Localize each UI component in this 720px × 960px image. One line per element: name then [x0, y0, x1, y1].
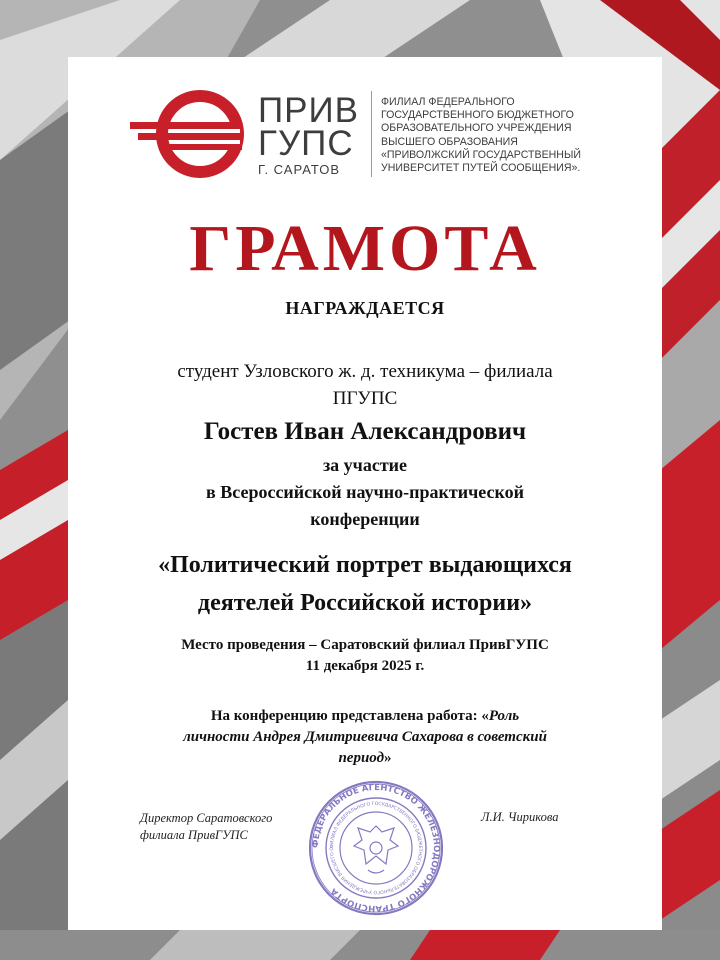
official-seal-icon — [306, 778, 446, 918]
logo-text-city: Г. САРАТОВ — [258, 162, 341, 177]
logo-divider — [371, 91, 372, 177]
venue-text: Место проведения – Саратовский филиал ПривГУПС — [181, 637, 549, 653]
recipient-name: Гостев Иван Александрович — [203, 418, 527, 445]
conference-topic — [68, 546, 662, 622]
seal-ring-text: ФЕДЕРАЛЬНОЕ АГЕНТСТВО ЖЕЛЕЗНОДОРОЖНОГО ТРАНСПОРТА — [310, 782, 442, 914]
logo-text-priv: ПРИВ — [258, 91, 360, 130]
event-date: 11 декабря 2025 г. — [305, 658, 425, 674]
student-line: студент Узловского ж. д. техникума – филиала — [177, 361, 553, 382]
signatory-name: Л.И. Чирикова — [481, 810, 559, 824]
railway-emblem-icon — [130, 88, 246, 180]
work-prefix: На конференцию представлена работа: « — [210, 708, 489, 724]
signatory-position-line: филиала ПривГУПС — [140, 828, 248, 842]
signatory-position-line: Директор Саратовского — [140, 811, 273, 825]
work-title-part: период — [338, 750, 385, 766]
work-title-part: Роль — [488, 708, 520, 724]
student-description — [68, 358, 662, 412]
topic-line: деятелей Российской истории» — [197, 590, 533, 616]
institution-line: УНИВЕРСИТЕТ ПУТЕЙ СООБЩЕНИЯ». — [381, 162, 581, 175]
student-line: ПГУПС — [332, 388, 398, 409]
venue-block — [68, 635, 662, 677]
work-suffix: » — [384, 750, 392, 766]
institution-line: ГОСУДАРСТВЕННОГО БЮДЖЕТНОГО — [381, 109, 574, 122]
institution-line: ОБРАЗОВАТЕЛЬНОГО УЧРЕЖДЕНИЯ — [381, 122, 572, 135]
seal-inner-text: ФИЛИАЛ ФЕДЕРАЛЬНОГО ГОСУДАРСТВЕННОГО БЮДЖЕТНОГО ОБРАЗОВАТЕЛЬНОГО УЧРЕЖДЕНИЯ ВЫСШЕГО О — [329, 801, 423, 895]
logo-text-gups: ГУПС — [258, 124, 354, 163]
signatory-position — [140, 810, 272, 844]
awarded-heading: НАГРАЖДАЕТСЯ — [285, 298, 445, 318]
certificate-title: ГРАМОТА — [189, 212, 541, 285]
participation-text — [68, 452, 662, 533]
submitted-work — [68, 706, 662, 769]
topic-line: «Политический портрет выдающихся — [158, 552, 572, 578]
participation-line: конференции — [310, 509, 420, 529]
institution-line: «ПРИВОЛЖСКИЙ ГОСУДАРСТВЕННЫЙ — [381, 148, 581, 161]
participation-line: в Всероссийской научно-практической — [206, 482, 524, 502]
work-title-part: личности Андрея Дмитриевича Сахарова в советский — [183, 729, 547, 745]
institution-line: ВЫСШЕГО ОБРАЗОВАНИЯ — [381, 135, 518, 148]
institution-name — [381, 96, 641, 175]
participation-line: за участие — [322, 455, 408, 475]
institution-line: ФИЛИАЛ ФЕДЕРАЛЬНОГО — [381, 96, 515, 108]
